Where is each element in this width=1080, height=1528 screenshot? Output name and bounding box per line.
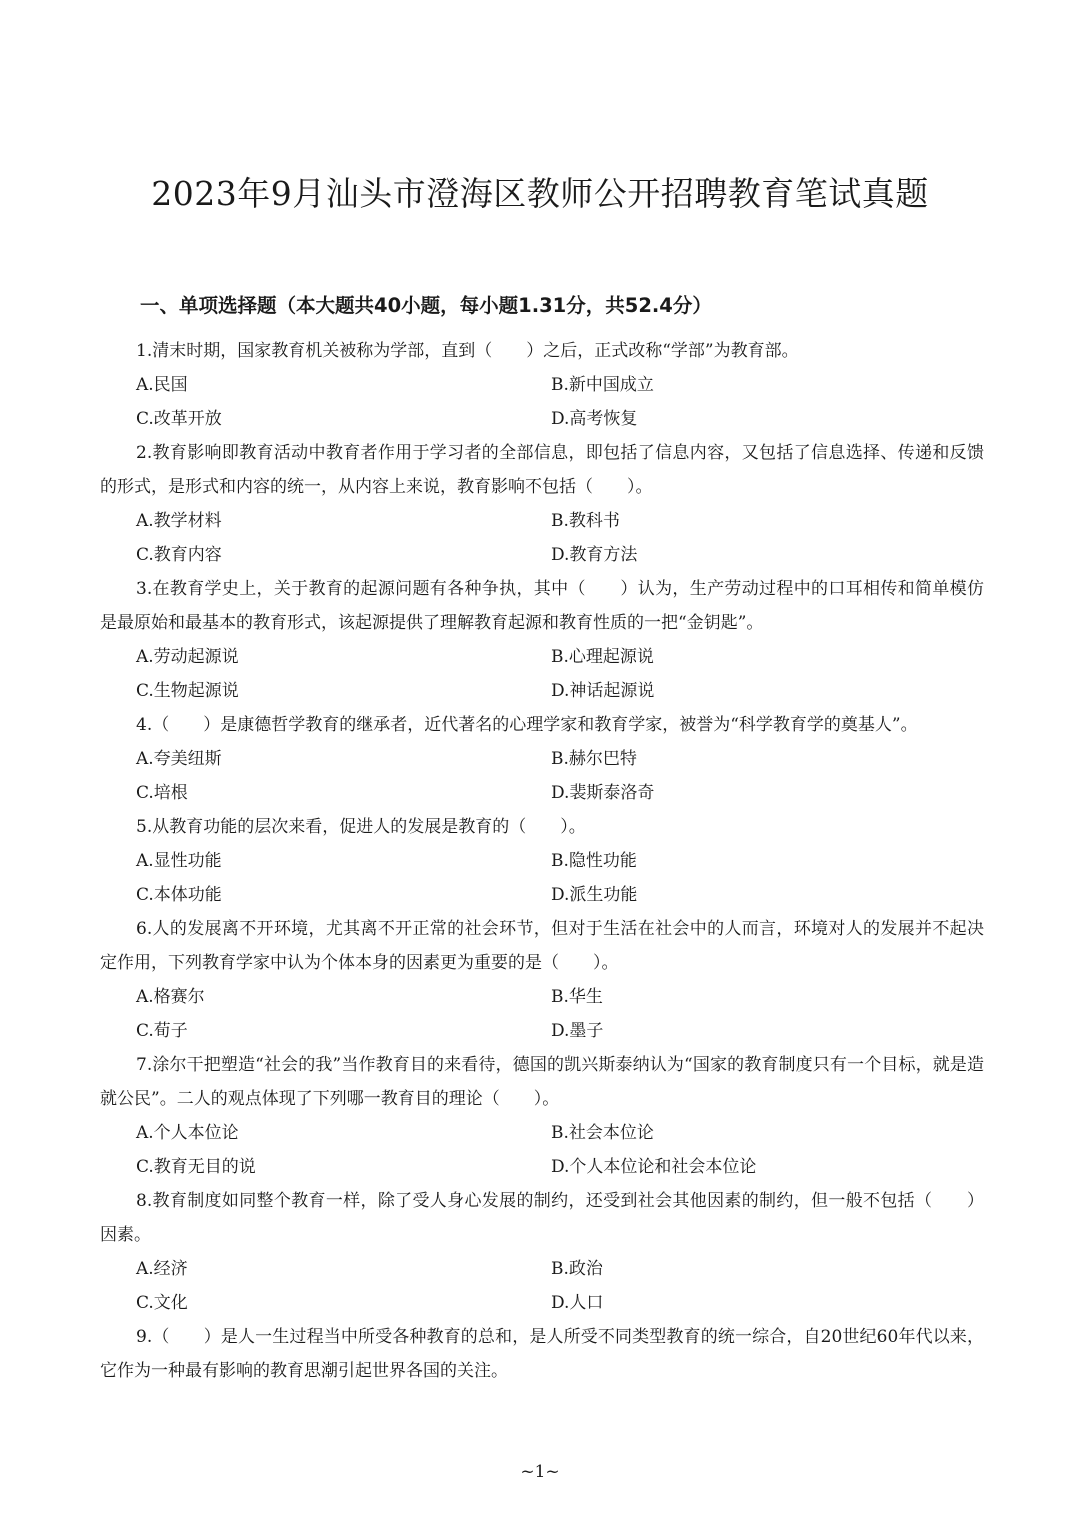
option-grid bbox=[100, 844, 984, 912]
option-c: C.教育内容 bbox=[136, 545, 222, 565]
option-a: A.教学材料 bbox=[136, 511, 222, 531]
question-stem: 2.教育影响即教育活动中教育者作用于学习者的全部信息，即包括了信息内容，又包括了信息选择、传递和反馈的形式，是形式和内容的统一，从内容上来说，教育影响不包括（ ）。 bbox=[100, 443, 984, 497]
option-grid bbox=[100, 1252, 984, 1320]
question-stem: 4.（ ）是康德哲学教育的继承者，近代著名的心理学家和教育学家，被誉为“科学教育学的奠基人”。 bbox=[136, 715, 918, 735]
option-d: D.人口 bbox=[551, 1293, 604, 1313]
question-item bbox=[100, 334, 984, 436]
question-stem: 8.教育制度如同整个教育一样，除了受人身心发展的制约，还受到社会其他因素的制约，但一般不包括（ ）因素。 bbox=[100, 1191, 984, 1245]
option-d: D.教育方法 bbox=[551, 545, 638, 565]
option-c: C.培根 bbox=[136, 783, 188, 803]
option-a: A.显性功能 bbox=[136, 851, 222, 871]
question-stem: 7.涂尔干把塑造“社会的我”当作教育目的来看待，德国的凯兴斯泰纳认为“国家的教育制度只有一个目标，就是造就公民”。二人的观点体现了下列哪一教育目的理论（ ）。 bbox=[100, 1055, 984, 1109]
question-stem: 3.在教育学史上，关于教育的起源问题有各种争执，其中（ ）认为，生产劳动过程中的口耳相传和简单模仿是最原始和最基本的教育形式，该起源提供了理解教育起源和教育性质的一把“金钥匙”。 bbox=[100, 579, 984, 633]
option-c: C.生物起源说 bbox=[136, 681, 239, 701]
option-b: B.赫尔巴特 bbox=[551, 749, 637, 769]
section-heading: 一、单项选择题（本大题共40小题，每小题1.31分，共52.4分） bbox=[140, 294, 712, 317]
option-b: B.华生 bbox=[551, 987, 603, 1007]
page-title: 2023年9月汕头市澄海区教师公开招聘教育笔试真题 bbox=[151, 174, 929, 213]
question-item bbox=[100, 1184, 984, 1320]
option-grid bbox=[100, 742, 984, 810]
option-grid bbox=[100, 980, 984, 1048]
option-grid bbox=[100, 504, 984, 572]
option-grid bbox=[100, 640, 984, 708]
option-d: D.裴斯泰洛奇 bbox=[551, 783, 655, 803]
option-d: D.个人本位论和社会本位论 bbox=[551, 1157, 757, 1177]
option-c: C.本体功能 bbox=[136, 885, 222, 905]
question-stem: 6.人的发展离不开环境，尤其离不开正常的社会环节，但对于生活在社会中的人而言，环境对人的发展并不起决定作用，下列教育学家中认为个体本身的因素更为重要的是（ ）。 bbox=[100, 919, 984, 973]
option-a: A.劳动起源说 bbox=[136, 647, 239, 667]
question-stem: 9.（ ）是人一生过程当中所受各种教育的总和，是人所受不同类型教育的统一综合，自20世纪60年代以来，它作为一种最有影响的教育思潮引起世界各国的关注。 bbox=[100, 1327, 984, 1381]
option-b: B.隐性功能 bbox=[551, 851, 637, 871]
page-number: ~1~ bbox=[520, 1462, 560, 1482]
option-b: B.社会本位论 bbox=[551, 1123, 654, 1143]
option-c: C.教育无目的说 bbox=[136, 1157, 256, 1177]
option-a: A.经济 bbox=[136, 1259, 188, 1279]
option-d: D.高考恢复 bbox=[551, 409, 638, 429]
option-b: B.教科书 bbox=[551, 511, 620, 531]
option-a: A.格赛尔 bbox=[136, 987, 205, 1007]
question-item bbox=[100, 1048, 984, 1184]
question-stem: 5.从教育功能的层次来看，促进人的发展是教育的（ ）。 bbox=[136, 817, 586, 837]
option-d: D.派生功能 bbox=[551, 885, 638, 905]
option-b: B.新中国成立 bbox=[551, 375, 654, 395]
question-item bbox=[100, 912, 984, 1048]
option-b: B.政治 bbox=[551, 1259, 603, 1279]
question-list bbox=[100, 334, 984, 1388]
option-a: A.民国 bbox=[136, 375, 188, 395]
option-c: C.改革开放 bbox=[136, 409, 222, 429]
option-b: B.心理起源说 bbox=[551, 647, 654, 667]
option-grid bbox=[100, 368, 984, 436]
option-d: D.墨子 bbox=[551, 1021, 604, 1041]
question-item bbox=[100, 572, 984, 708]
question-item bbox=[100, 708, 984, 810]
question-stem: 1.清末时期，国家教育机关被称为学部，直到（ ）之后，正式改称“学部”为教育部。 bbox=[136, 341, 799, 361]
option-d: D.神话起源说 bbox=[551, 681, 655, 701]
question-item bbox=[100, 436, 984, 572]
question-item bbox=[100, 810, 984, 912]
option-grid bbox=[100, 1116, 984, 1184]
option-a: A.个人本位论 bbox=[136, 1123, 239, 1143]
option-a: A.夸美纽斯 bbox=[136, 749, 222, 769]
option-c: C.荀子 bbox=[136, 1021, 188, 1041]
option-c: C.文化 bbox=[136, 1293, 188, 1313]
question-item bbox=[100, 1320, 984, 1388]
